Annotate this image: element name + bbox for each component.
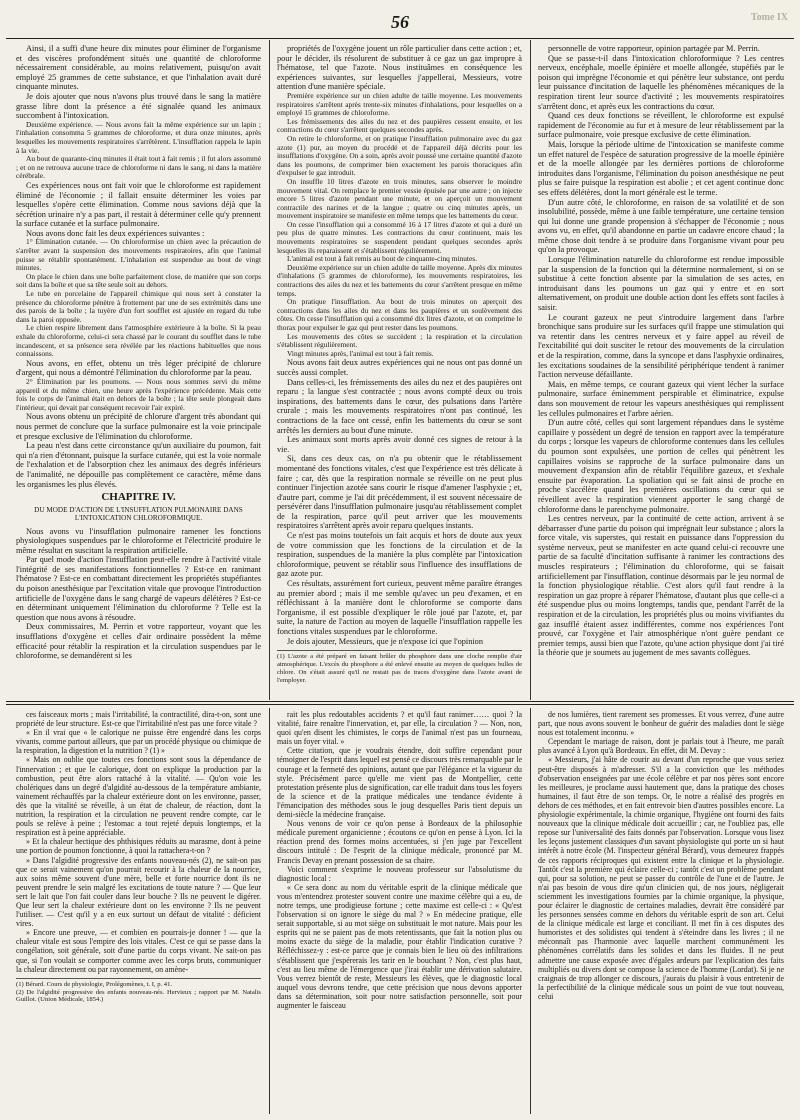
paragraph: D'un autre côté, celles qui sont largement répandues dans le système capillaire y possèdent un degré de tension en rapport avec la température du corps ; lorsque les vapeurs de chloroforme contenues dans les cellules du poumon sont expulsées, une portion de celles qui pénètrent les capillaires voisins se rapproche de la surface pulmonaire dans un mouvement d'expansion afin de rétablir l'équilibre gazeux, et s'exhale ensuite par évaporation. La spoliation qui se fait ainsi de proche en proche s'accélère quand les premières oscillations du cœur qui se réveillent avec la respiration viennent apporter le sang chargé de chloroforme dans le parenchyme pulmonaire. xyxy=(538,418,784,514)
paragraph: « En il vrai que « le calorique ne puisse être engendré dans les corps vivants, comme partout ailleurs, que par un procédé physique ou chimique de la respiration, la digestion et la nutrition ? (1) » xyxy=(16,728,261,756)
paragraph: Nous avons donc fait les deux expériences suivantes : xyxy=(26,228,205,238)
paragraph: Si, dans ces deux cas, on n'a pu obtenir que le rétablissement momentané des fonctions vitales, c'est que l'expérience est très délicate à faire ; car, dès que la respiration normale se réveille on ne peut plus continuer l'injection azotée sans courir le risque d'amener l'asphyxie ; et, d'autre part, comme je l'ai dit précédemment, il est souvent nécessaire de persévérer dans l'insufflation pulmonaire jusqu'au rétablissement complet de la respiration, parce qu'il peut arriver que les mouvements respiratoires s'arrêtent après avoir reparu quelques instants. xyxy=(277,454,522,531)
paragraph: Les centres nerveux, par la continuité de cette action, arrivent à se débarrasser d'une partie du poison qui imprégnait leur substance ; alors la force vitale, vis superstes, qui restait en puissance dans l'oppression du système nerveux, peut se manifester en acte quand celui-ci recouvre une partie de sa faculté d'incitation suffisante à ranimer les contractions des muscles respirateurs ; l'élimination du chloroforme, qui se faisait artificiellement par l'insufflation, continue désormais par le jeu normal de la fonction physiologique rétablie. C'est alors qu'il faut rendre à la respiration un gaz propre à réparer l'hématose, d'autant plus que celle-ci a été suspendue plus ou moins longtemps, tandis que, pendant l'arrêt de la respiration et de la circulation, les propriétés plus ou moins vivifiantes du gaz insufflé étaient assez indifférentes, comme nos expériences l'ont prouvé, car l'oxygène et l'air atmosphérique n'ont guère pendant ce premier temps, aussi bien que l'azote, qu'une action physique dont j'ai tiré la théorie que je soumets au jugement de mes savants collègues. xyxy=(538,514,784,658)
paragraph: Les frémissements des ailes du nez et des paupières cessent ensuite, et les contractions du cœur s'arrêtent quelques secondes après. xyxy=(277,116,522,135)
top-column-3 xyxy=(538,44,784,698)
page-number: 56 xyxy=(391,12,409,32)
paragraph: rait les plus redoutables accidents ? et qu'il faut ranimer…… quoi ? la vitalité, faire renaître l'innervation, et, par elle, la circulation ? — Non, non, quoi qu'en disent les chimistes, le corps de l'animal n'est pas un fourneau, mais un foyer vital. » xyxy=(277,710,522,747)
paragraph: D'un autre côté, le chloroforme, en raison de sa volatilité et de son insolubilité, possède, même à une faible température, une certaine tension qui lui donne une grande propension à s'échapper de l'économie ; nous avons vu, en effet, qu'il abandonne en partie un cadavre encore chaud ; la même chose doit tendre à se produire dans l'organisme vivant pour peu qu'on la provoque. xyxy=(538,197,784,255)
paragraph: Première expérience sur un chien adulte de taille moyenne. Les mouvements respiratoires s'arrêtent après trente-six minutes d'inhalations, pour lesquelles on a employé 15 grammes de chloroforme. xyxy=(277,90,522,118)
paragraph: On retire le chloroforme, et on pratique l'insufflation pulmonaire avec du gaz azote (1) pur, au moyen du procédé et de l'appareil déjà décrits pour les insufflations d'oxygène. On a soin, après avoir poussé une certaine quantité d'azote dans les poumons, de comprimer bien exactement les parois thoraciques afin d'expulser le gaz introduit. xyxy=(277,133,522,178)
top-col3-paragraphs xyxy=(538,44,784,658)
column-rule xyxy=(269,708,270,1114)
bottom-col3-paragraphs xyxy=(538,710,784,1001)
paragraph: La peau n'est dans cette circonstance qu'un auxiliaire du poumon, fait qui n'a rien d'étonnant, puisque la surface cutanée, qui est la voie normale de l'exhalation et de l'absorption chez les animaux des degrés inférieurs de l'animalité, ne dépouille pas complètement ce caractère, même dans les organismes les plus élevés. xyxy=(16,441,261,489)
footnote: (1) L'azote a été préparé en faisant brûler du phosphore dans une cloche remplie d'air atmosphérique. L'excès du phosphore a été enlevé ensuite au moyen de quelques bulles de chlore. On s'était assuré qu'il ne restait pas de traces d'oxygène dans l'azote avant de l'employer. xyxy=(277,653,522,684)
section-divider xyxy=(6,704,794,705)
paragraph: Deux commissaires, M. Perrin et votre rapporteur, voyant que les insufflations d'oxygène et celles d'air ordinaire possèdent la même efficacité pour rétablir la respiration et la circulation suspendues par le chloroforme, se demandèrent si les xyxy=(16,622,261,661)
paragraph: « Ce sera donc au nom du véritable esprit de la clinique médicale que vous m'entendrez protester souvent contre une maxime célèbre qui a eu, de notre temps, une prodigieuse fortune ; cette maxime est celle-ci : « Qu'est l'observation si on ignore le siège du mal ? » En médecine pratique, elle serait supportable, si au mot siège on substituait le mot nature. Mais pour les esprits qui ne se paient pas de mots retentissants, que fait la notion plus ou moins exacte du siège de la maladie, pour établir l'indication curative ? Réfléchissez-y : est-ce parce que je connais bien le lieu où des infiltrations s'établissent que j'espérerais les tarir en le bouchant ? Non, c'est plus haut, c'est au lieu même de l'émergence que j'irai établir une dérivation salutaire. Vous verrez bientôt de reste, Messieurs les élèves, que le diagnostic local auquel vous devrons tendre, que cette précision que nous devons apporter dans sa détermination, soit pour notre satisfaction personnelle, soit pour augmenter le faisceau xyxy=(277,882,522,1010)
bottom-col1-footnotes xyxy=(16,978,261,1004)
paragraph: Voici comment s'exprime le nouveau professeur sur l'absolutisme du diagnostic local : xyxy=(277,864,522,883)
footnote: (1) Bérard. Cours de physiologie, Prolégomènes, t. I, p. 41. xyxy=(16,980,173,988)
header-rule xyxy=(6,38,794,39)
bottom-column-1 xyxy=(16,710,261,1114)
paragraph: Nous avons, en effet, obtenu un très léger précipité de chlorure d'argent, qui nous a démontré l'élimination du chloroforme par la peau. xyxy=(16,358,261,378)
paragraph: 2° Élimination par les poumons. — Nous nous sommes servi du même appareil et du même chien, une heure après l'expérience précédente. Mais cette fois le corps de l'animal était en dehors de la boîte ; la tête seule plongeait dans l'intérieur, qui devait par conséquent recevoir l'air expiré. xyxy=(16,376,261,412)
paragraph: « Messieurs, j'ai hâte de courir au devant d'un reproche que vous seriez peut-être disposés à m'adresser. S'il a la conviction que les méthodes d'observation enseignées par une école célèbre et par nos pères sont encore les meilleures, je proclame aussi hautement que, dans la pratique des choses humaines, il faut être de son temps. Or, le notre a réalisé des progrès en dehors de ces méthodes, et en fait entrevoir bien d'autres possibles encore. La physiologie expérimentale, la chimie organique, l'hygiène ont fourni des faits nouveaux que la clinique médicale doit accueillir ; car, ne l'oubliez pas, elle repose sur l'universalité des faits donnés par l'observation. Lorsque vous lisez les leçons justement classiques d'un savant physiologiste qui porte un si haut intérêt à notre école (M. l'inspecteur général Bérard), vous demeurez frappés de ces rapports réciproques qui existent entre la clinique et la physiologie. Tantôt c'est la première qui éclaire celle-ci ; tantôt c'est un problème pendant qui, pour sa solution, ne peut se passer du contrôle de l'une et de l'autre. Je n'ai pas besoin de vous dire qu'un clinicien qui, de nos jours, négligerait sciemment les investigations fournies par la chimie organique, la physique, pour éclairer le diagnostic de certaines maladies, devrait être considéré par les personnes sensées comme en dehors du véritable esprit de son art. Celui de la clinique médicale est large et conciliant. Il met fin à ces disputes des humoristes et des solidistes qui tendent à s'éteindre dans les livres ; il ne méconnaît pas l'harmonie avec laquelle marchent communément les phénomènes corrélatifs dans les solides et dans les fluides. Il ne peut admettre une cause exposée avec d'égales ardeurs par l'explication des faits multipliés ou divers dont se compose la science de l'homme (Lordat). Si je ne craignais de trop allonger ce discours, j'aurais du plaisir à vous entretenir de la perfectibilité de la clinique médicale sous un point de vue tout nouveau, celui xyxy=(538,755,784,1001)
paragraph: Ces expériences nous ont fait voir que le chloroforme est rapidement éliminé de l'économie ; il fallait ensuite déterminer les voies par lesquelles s'opère cette élimination. Comme nous savions déjà que la sécrétion urinaire n'y a pas part, il restait à déterminer celle qu'y prennent la surface cutanée et la surface pulmonaire. xyxy=(16,180,261,229)
paragraph: On insuffle 10 litres d'azote en trois minutes, sans observer le moindre mouvement vital. On remplace le premier vessie épuisée par une autre ; on injecte encore 5 litres d'azote pendant une minute, et on aperçoit un mouvement contractile des narines et de la langue ; quatre ou cinq minutes après, un mouvement inspiratoire se manifeste en même temps que les battements du cœur. xyxy=(277,176,522,221)
paragraph: personnelle de votre rapporteur, opinion partagée par M. Perrin. xyxy=(548,44,760,53)
bottom-column-2 xyxy=(277,710,522,1114)
paragraph: Ces résultats, assurément fort curieux, peuvent même paraître étranges au premier abord ; mais il me semble qu'avec un peu d'examen, et en réfléchissant à la manière dont le chloroforme se comporte dans l'organisme, il est possible d'expliquer le rôle joué par l'azote, et, par suite, la nature de l'action au moyen de laquelle l'insufflation rappelle les fonctions vitales suspendues par le chloroforme. xyxy=(277,579,522,636)
paragraph: Nous venons de voir ce qu'on pense à Bordeaux de la philosophie médicale purement organicienne ; écoutons ce qu'on en pense à Lyon. Ici la réaction prend des formes moins accentuées, si j'en juge par l'excellent discours intitulé : De l'esprit de la clinique médicale, prononcé par M. Francis Devay en prenant possession de sa chaire. xyxy=(277,819,522,865)
bottom-col2-paragraphs xyxy=(277,710,522,1010)
chapter-title: CHAPITRE IV. xyxy=(101,491,176,504)
paragraph: On cesse l'insufflation qui a consommé 16 à 17 litres d'azote et qui a duré un peu plus de quatre minutes. Les contractions du cœur continuent, mais les mouvements respiratoires se suspendent pendant quelques secondes après lesquelles ils reparaissent et s'établissent régulièrement. xyxy=(277,219,522,255)
paragraph: Par quel mode d'action l'insufflation peut-elle rendre à l'activité vitale l'intégrité de ses manifestations fonctionnelles ? Est-ce en ranimant l'hématose ? Est-ce en combattant directement les propriétés stupéfiantes du poison anesthésique par l'excitation vitale que provoque l'introduction artificielle de l'oxygène dans le sang chargé de vapeurs délétères ? Est-ce en déterminant uniquement l'élimination du chloroforme ? Telle est la question que nous avons à résoudre. xyxy=(16,555,261,622)
paragraph: Que se passe-t-il dans l'intoxication chloroformique ? Les centres nerveux, encéphale, moelle épinière et moelle allongée, stupéfiés par le poison qui imprègne l'économie et qui pénètre leur substance, ont perdu leur puissance d'incitation de laquelle les phénomènes mécaniques de la respiration tirent leur source d'activité ; les mouvements respiratoires s'arrêtent donc, et après eux les contractions du cœur. xyxy=(538,53,784,111)
paragraph: de nos lumières, tient rarement ses promesses. Et vous verrez, d'une autre part, que nous avons souvent le bonheur de guérir des maladies dont le siège nous est totalement inconnu. » xyxy=(538,710,784,738)
top-column-2 xyxy=(277,44,522,698)
paragraph: Dans celles-ci, les frémissements des ailes du nez et des paupières ont reparu ; la langue s'est contractée ; nous avons compté deux ou trois inspirations, des battements dans le cœur, des pulsations dans l'artère crurale ; mais les mouvements respiratoires n'ont pas continué, les contractions de la face ont cessé, enfin les battements du cœur se sont arrêtés les derniers au bout d'une minute. xyxy=(277,377,522,435)
paragraph: Au bout de quarante-cinq minutes il était tout à fait remis ; il fut alors assommé ; et on ne retrouva aucune trace de chloroforme ni dans le sang, ni dans la matière cérébrale. xyxy=(16,154,261,181)
paragraph: Nous avons obtenu un précipité de chlorure d'argent très abondant qui nous permet de conclure que la surface pulmonaire est la voie principale et presque exclusive de l'élimination du chloroforme. xyxy=(16,412,261,441)
paragraph: On place le chien dans une boîte parfaitement close, de manière que son corps soit dans la boîte et que sa tête seule soit au dehors. xyxy=(16,271,261,290)
paragraph: Lorsque l'élimination naturelle du chloroforme est rendue impossible par la suspension de la fonction qui la détermine normalement, si on se substitue à cette fonction absente par la simulation de ses actes, en introduisant dans les poumons un gaz qui y entre et en sort alternativement, on produit une double action dont les effets sont faciles à saisir. xyxy=(538,255,784,313)
volume-label: Tome IX xyxy=(750,12,788,23)
paragraph: Mais, en même temps, ce courant gazeux qui vient lécher la surface pulmonaire, surface éminemment perspirable et éliminatrice, expulse dans son mouvement de retour les vapeurs anesthésiques qui remplissent les cellules pulmonaires et l'arbre aérien. xyxy=(538,379,784,418)
chapter-subtitle: DU MODE D'ACTION DE L'INSUFFLATION PULMONAIRE DANS L'INTOXICATION CHLOROFORMIQUE. xyxy=(34,505,243,523)
paragraph: Le tube en porcelaine de l'appareil chimique qui nous sert à constater la présence du chloroforme pénètre à frottement par une de ses extrémités dans une des parois de la boîte ; la tuyère d'un fort soufflet est ajustée en regard du tube dans la paroi opposée. xyxy=(16,289,261,324)
paragraph: » Dans l'algidité progressive des enfants nouveau-nés (2), ne sait-on pas que ce serait vainement qu'on pourrait recourir à la chaleur de la nourrice, aux soins même souvent d'une mère, belle et forte nourrice dont ils ne peuvent prendre le sein malgré les excitations de toute nature ? — Que leur sert le lait que l'on fait couler dans leur bouche ? Ils ne peuvent le digérer. Que leur sert la chaleur extérieure dont on les environne ? Ils ne peuvent l'utiliser. — C'est qu'il y a en eux surtout un défaut de vitalité : déficient vires. xyxy=(16,855,261,929)
paragraph: Je dois ajouter que nous n'avons plus trouvé dans le sang la matière grasse libre dont la présence a été signalée quand les animaux succombent à l'intoxication. xyxy=(16,91,261,121)
paragraph: Le chien respire librement dans l'atmosphère extérieure à la boîte. Si la peau exhale du chloroforme, celui-ci sera chassé par le courant du soufflet dans le tube incandescent, et sa présence sera révélée par les réactions habituelles que nous connaissons. xyxy=(16,323,261,359)
paragraph: Les mouvements des côtes se succèdent ; la respiration et la circulation s'établissent régulièrement. xyxy=(277,331,522,350)
page-header xyxy=(0,12,800,36)
paragraph: ces faisceaux morts ; mais l'irritabilité, la contractilité, dira-t-on, sont une propriété de leur structure. Est-ce que l'irritabilité n'est pas une force vitale ? xyxy=(16,710,261,729)
paragraph: « Mais on oublie que toutes ces fonctions sont sous la dépendance de l'innervation ; et que le calorique, dont on explique la production par la combustion, peut être alors rattaché à la vitalité. — Qu'on voie les cholériques dans un degré d'algidité au-dessous de la température ambiante, vainement réchauffés par la chaleur extérieure dont on les environne, passer, dès que la vitalité se réveille, à un état de chaleur, de réaction, dont la nutrition, la respiration et la circulation ne peuvent rendre compte, car le pouls se relève à peine ; l'estomac a tout rejeté depuis longtemps, et la respiration est à peine appréciable. xyxy=(16,755,261,838)
paragraph: Cependant le mariage de raison, dont je parlais tout à l'heure, me paraît plus avancé à Lyon qu'à Bordeaux. En effet, dit M. Devay : xyxy=(538,737,784,756)
paragraph: propriétés de l'oxygène jouent un rôle particulier dans cette action ; et, pour le décider, ils résolurent de substituer à ce gaz un gaz impropre à l'hématose, tel que l'azote. Nous instituâmes en conséquence les expériences suivantes, sur lesquelles j'appellerai, Messieurs, votre attention d'une manière spéciale. xyxy=(277,44,522,92)
paragraph: Vingt minutes après, l'animal est tout à fait remis. xyxy=(287,348,434,358)
paragraph: Ce n'est pas moins toutefois un fait acquis et hors de doute aux yeux de votre commission que les fonctions de la circulation et de la respiration, suspendues de la manière la plus complète par l'intoxication chloroformique, peuvent se rétablir sous l'influence des insufflations de gaz azote pur. xyxy=(277,531,522,579)
bottom-col1-paragraphs xyxy=(16,710,261,974)
column-rule xyxy=(530,40,531,700)
top-col1-paragraphs-after xyxy=(16,527,261,661)
column-rule xyxy=(269,40,270,700)
paragraph: » Encore une preuve, — et combien en pourrais-je donner ! — que la chaleur vitale est sous l'empire des lois vitales. C'est ce qui se passe dans la congélation, soit générale, soit d'une partie du corps vivant. Ne sait-on pas que, si l'on voulait se comporter comme avec les corps bruts, communiquer la chaleur directement ou par rayonnement, on amène- xyxy=(16,928,261,974)
top-column-1 xyxy=(16,44,261,698)
paragraph: Quand ces deux fonctions se réveillent, le chloroforme est expulsé rapidement de l'économie au fur et à mesure de leur rétablissement par la surface pulmonaire, voie presque exclusive de cette élimination. xyxy=(538,111,784,140)
paragraph: Deuxième expérience sur un chien adulte de taille moyenne. Après dix minutes d'inhalations (5 grammes de chloroforme), les mouvements respiratoires, les contractions des ailes du nez et les battements du cœur s'arrêtent presque en même temps. xyxy=(277,262,522,298)
paragraph: Nous avons vu l'insufflation pulmonaire ramener les fonctions physiologiques suspendues par le chloroforme et l'électricité produire le même résultat en suscitant la respiration artificielle. xyxy=(16,526,261,555)
paragraph: L'animal est tout à fait remis au bout de cinquante-cinq minutes. xyxy=(287,254,477,264)
paragraph: Deuxième expérience. — Nous avons fait la même expérience sur un lapin ; l'inhalation consomma 5 grammes de chloroforme, et dura onze minutes, après lesquelles les mouvements respiratoires s'arrêtèrent. L'insufflation rappela le lapin à la vie. xyxy=(16,119,261,155)
bottom-column-3 xyxy=(538,710,784,1114)
section-divider xyxy=(6,701,794,702)
paragraph: Les animaux sont morts après avoir donné ces signes de retour à la vie. xyxy=(277,435,522,454)
paragraph: Je dois ajouter, Messieurs, que je n'expose ici que l'opinion xyxy=(287,636,483,646)
paragraph: Ainsi, il a suffi d'une heure dix minutes pour éliminer de l'organisme et des viscères profondément situés une quantité de chloroforme nécessairement considérable, au moins relativement, puisqu'on avait employé 25 grammes de cette substance, et que l'inhalation avait duré cinquante minutes. xyxy=(16,44,261,92)
paragraph: Mais, lorsque la période ultime de l'intoxication se manifeste comme un effet naturel de l'espèce de saturation progressive de la moelle épinière et de la moelle allongée par les dernières portions de chloroforme introduites dans l'organisme, l'élimination du poison anesthésique ne peut plus se faire puisque la respiration est abolie ; et cet agent continue donc ses effets délétères, dont la mort générale est le terme. xyxy=(538,139,784,197)
top-col2-footnote xyxy=(277,650,522,684)
paragraph: Nous avons fait deux autres expériences qui ne nous ont pas donné un succès aussi complet. xyxy=(277,358,522,377)
top-col1-paragraphs xyxy=(16,44,261,489)
top-col2-paragraphs xyxy=(277,44,522,646)
column-rule xyxy=(530,708,531,1114)
paragraph: » Et la chaleur hectique des phthisiques réduits au marasme, dont à peine une portion de poumon fonctionne, à quoi la rattachera-t-on ? xyxy=(16,837,261,856)
paragraph: Le courant gazeux ne peut s'introduire largement dans l'arbre bronchique sans produire sur les surfaces qu'il frappe une stimulation qui va retentir dans les centres nerveux et y faire appel au réveil de l'excitabilité qui doit susciter le retour des mouvements de la circulation et de la respiration, comme, dans la syncope et dans l'asphyxie ordinaires, les excitations soudaines de la sensibilité périphérique tendent à ranimer l'action nerveuse défaillante. xyxy=(538,312,784,380)
footnote: (2) De l'algidité progressive des enfants nouveau-nés. Hervieux ; rapport par M. Natalis Guillot. (Union Médicale, 1854.) xyxy=(16,988,261,1004)
paragraph: Cette citation, que je voudrais étendre, doit suffire cependant pour témoigner de l'esprit dans lequel est pensé ce discours très remarquable par le courage et la fermeté des opinions, autant que par l'élégance et la vigueur du style. Précisément parce qu'elle me vient pas de Montpellier, cette protestation présente plus de signification, car elle traduit dans tous les foyers de la science et de la pratique médicales une tendance évidente à l'émancipation des méthodes sous le joug desquelles Paris tient depuis un demi-siècle la médecine française. xyxy=(277,746,522,820)
paragraph: 1° Élimination cutanée. — On chloroformise un chien avec la précaution de s'arrêter avant la suspension des mouvements respiratoires, afin que l'animal puisse se rétablir spontanément. L'inhalation est suspendue au bout de vingt minutes. xyxy=(16,237,261,273)
paragraph: On pratique l'insufflation. Au bout de trois minutes on aperçoit des contractions dans les ailes du nez et dans les paupières et un soulèvement des côtes. On cesse l'insufflation qui a consommé dix litres d'azote, et on comprime le thorax pour expulser le gaz qui peut rester dans les poumons. xyxy=(277,297,522,332)
